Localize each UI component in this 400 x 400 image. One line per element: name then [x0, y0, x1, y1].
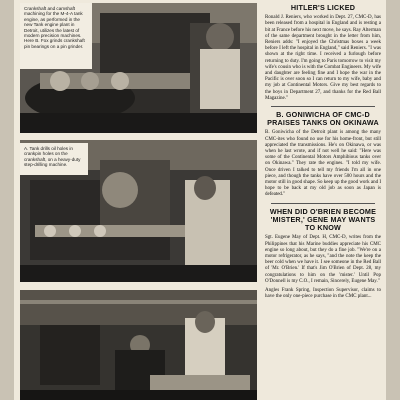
caption-top-text: Crankshaft and camshaft machining for the M-4-A tank engine, as performed in the new Tank engine plant in Detroit, utilizes the latest of modern precision machines. Here B. Fox grinds crankshaft pin bearings on a pin grinder. [24, 6, 85, 49]
divider-1 [271, 106, 375, 107]
divider-2 [271, 203, 375, 204]
magazine-page [14, 0, 386, 400]
photo-engine-assembly-image [20, 290, 257, 400]
story2-headline: B. GONIWICHA OF CMC-D PRAISES TANKS ON OKINAWA [267, 110, 379, 128]
caption-top [20, 3, 92, 69]
story1-headline: HITLER'S LICKED [290, 3, 356, 12]
story3-headline: WHEN DID O'BRIEN BECOME 'MISTER,' GENE MAY WANTS TO KNOW [269, 206, 377, 233]
story3-text: Sgt. Eugene May of Dept. H, CMC-D, writes from the Philippines that his Marine buddies appreciate his CMC engine so long about, but they do a fine job. "We're on a motor refrigerator, as he says, "and the note the keep the beer cold when we have it. I see someone in the Red Ball of 'Mr. O'Brien.' If that's Jim O'Brien of Dept. 28, my congratulations to him on the 'mister.' Until Pop O'Donnell is my C.O., I remain, Sincerely, Eugene May." [265, 235, 381, 284]
photo-engine-assembly [20, 290, 257, 400]
story3-tail-text: Angles Frank Spring, Inspection Supervisor, claims to have the only one-piece purchase in the CMC plant... [265, 287, 381, 300]
caption-middle [20, 143, 88, 175]
caption-middle-text: A. Tank drills oil holes in crankpin holes on the crankshaft, on a heavy-duty step-drilling machine. [24, 146, 81, 168]
story2-text: B. Goniwicha of the Detroit plant is among the many CMC-ites who found no use for his home-front, but still appreciated the transmissions. He's on Okinawa, or was when he last wrote, and if not well he said: "Here was some of the Continental Motors Amphibious tanks over on Okinawa." They rate the engines. "I told my wife. Once driven I talked to tell my friends I'm all in one piece, and though the tanks have over 500 hours and the motor still in good shape. So keep up the good work and I hope to be back at my old job as soon as Japan is defeated." [265, 130, 381, 198]
story1-text: Ronald J. Reniers, who worked in Dept. 27, CMC-D, has been released from a hospital in England and is resting a bit at France before his next move, he says. Ray Alterman of the same department brought in the letter from him, Reniers adds: "I enjoyed the Christmas boxes a week before I left the hospital in England," said Reniers. "I was shown at the right time. I received a furlough before returning to duty. I'm going to Paris tomorrow to visit my wife's cousin who is with the Combat Engineers. My wife and daughter are feeling fine and I hope the war in the Pacific is over soon so I can return to my wife, baby and my job at Continental Motors. Give my best regards to the boys in Department 27, and thanks for the Red Ball Magazine." [265, 15, 381, 101]
right-text-column [260, 0, 386, 400]
